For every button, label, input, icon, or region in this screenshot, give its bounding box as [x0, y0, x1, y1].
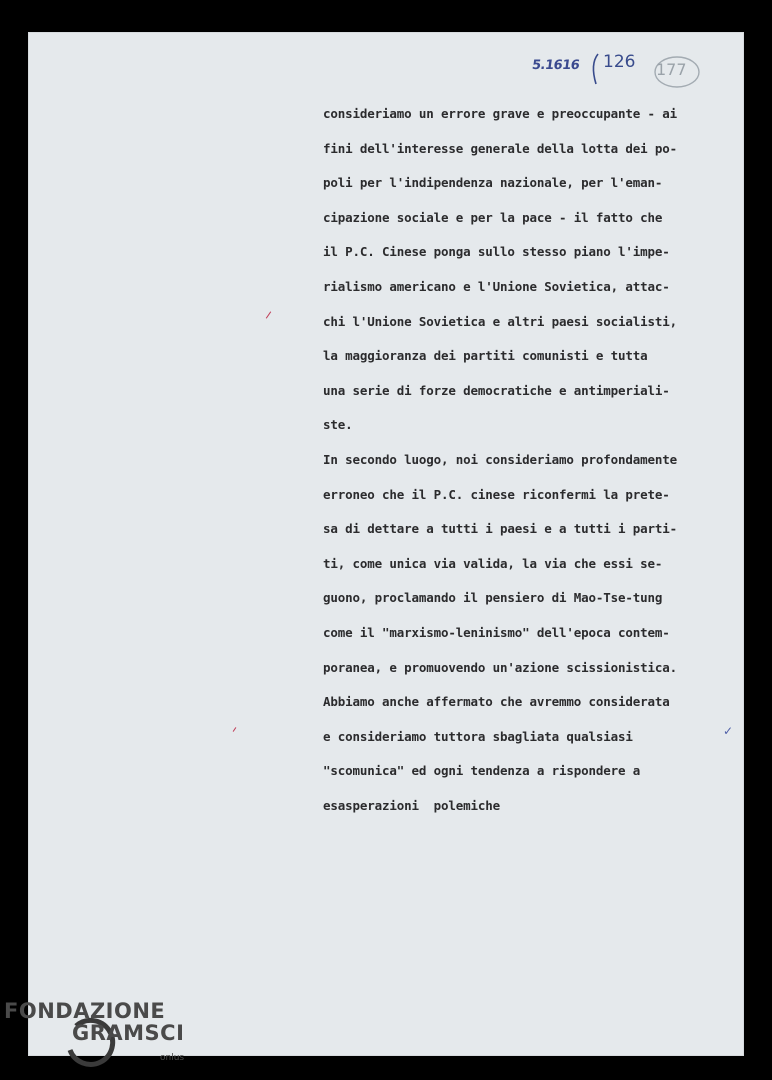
text-line: fini dell'interesse generale della lotta dei po-	[323, 140, 678, 156]
annotation-mark: ✓	[723, 724, 734, 738]
typewritten-text	[323, 103, 677, 829]
watermark-line1: FONDAZIONE	[4, 999, 166, 1023]
text-line: una serie di forze democratiche e antimperiali-	[323, 382, 670, 398]
text-line: come il "marxismo-leninismo" dell'epoca contem-	[323, 624, 670, 640]
text-line: ste.	[323, 417, 353, 433]
watermark-line3: onlus	[160, 1053, 185, 1063]
text-line: ti, come unica via valida, la via che essi se-	[323, 555, 663, 571]
text-line: chi l'Unione Sovietica e altri paesi socialisti,	[323, 313, 678, 329]
text-line: Abbiamo anche affermato che avremmo considerata	[323, 694, 670, 710]
text-line: guono, proclamando il pensiero di Mao-Tse-tung	[323, 590, 663, 606]
text-line: erroneo che il P.C. cinese riconfermi la prete-	[323, 486, 670, 502]
text-line: e consideriamo tuttora sbagliata qualsiasi	[323, 728, 633, 744]
text-line: "scomunica" ed ogni tendenza a rispondere a	[323, 763, 641, 779]
text-line: consideriamo un errore grave e preoccupante - ai	[323, 106, 678, 121]
text-line: rialismo americano e l'Unione Sovietica, attac-	[323, 278, 670, 294]
folio-number: 126	[603, 52, 636, 72]
text-line: poranea, e promuovendo un'azione scissionistica.	[323, 659, 678, 675]
text-line: il P.C. Cinese ponga sullo stesso piano l'impe-	[323, 244, 670, 260]
text-line: poli per l'indipendenza nazionale, per l'eman-	[323, 175, 663, 191]
text-line: In secondo luogo, noi consideriamo profondamente	[323, 451, 678, 467]
archive-number: 5.1616	[530, 58, 581, 73]
text-line: sa di dettare a tutti i paesi e a tutti i parti-	[323, 521, 678, 537]
text-line: cipazione sociale e per la pace - il fatto che	[323, 209, 663, 225]
fondazione-gramsci-watermark	[4, 996, 194, 1076]
watermark-line2: GRAMSCI	[72, 1021, 185, 1045]
text-line: la maggioranza dei partiti comunisti e tutta	[323, 348, 648, 364]
page-number: 177	[656, 60, 687, 79]
text-line: esasperazioni polemiche	[323, 797, 501, 813]
